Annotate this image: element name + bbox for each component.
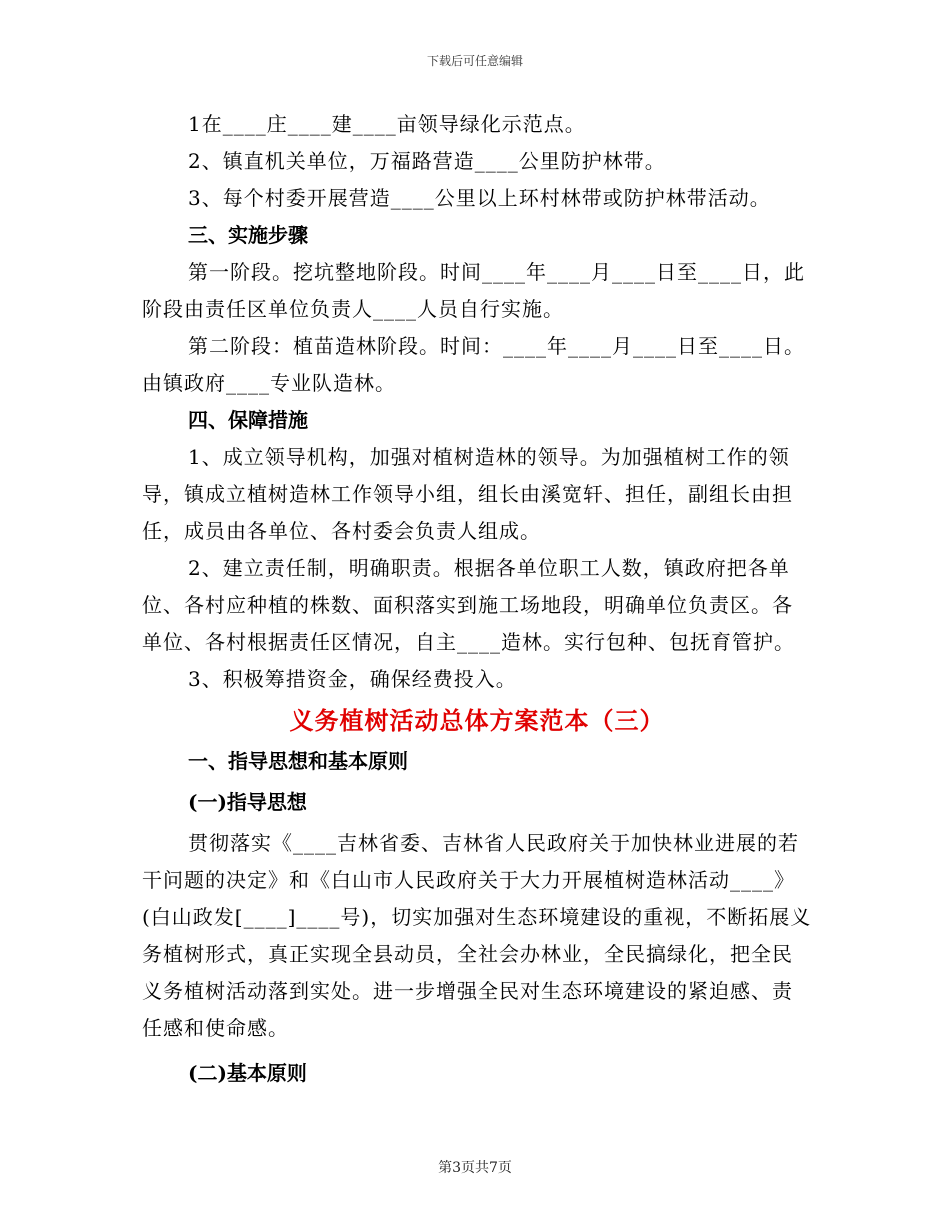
paragraph-item-1: 1在____庄____建____亩领导绿化示范点。: [188, 112, 586, 136]
subheading-basic-principles: (二)基本原则: [188, 1061, 307, 1085]
section-title: 义务植树活动总体方案范本（三）: [289, 706, 665, 735]
paragraph-guarantee-2: 2、建立责任制，明确职责。根据各单位职工人数，镇政府把各单位、各村应种植的株数、面积落实到施工场地段，明确单位负责区。各单位、各村根据责任区情况，自主____造林。实行包种、包抚育管护。: [142, 556, 795, 654]
paragraph-stage-2: 第二阶段：植苗造林阶段。时间：____年____月____日至____日。由镇政府____专业队造林。: [142, 334, 805, 395]
section-heading-implementation: 三、实施步骤: [188, 223, 308, 247]
paragraph-guarantee-3: 3、积极筹措资金，确保经费投入。: [188, 667, 517, 691]
paragraph-stage-1: 第一阶段。挖坑整地阶段。时间____年____月____日至____日，此阶段由责任区单位负责人____人员自行实施。: [142, 260, 805, 321]
section-heading-principles: 一、指导思想和基本原则: [188, 749, 408, 773]
paragraph-item-2: 2、镇直机关单位，万福路营造____公里防护林带。: [188, 149, 666, 173]
subheading-guiding-ideology: (一)指导思想: [188, 790, 307, 814]
paragraph-guiding-ideology: 贯彻落实《____吉林省委、吉林省人民政府关于加快林业进展的若干问题的决定》和《白山市人民政府关于大力开展植树造林活动____》(白山政发[____]____号)，切实加强对生态环境建设的重视，不断拓展义务植树形式，真正实现全县动员，全社会办林业，全民搞绿化，把全民义务植树活动落到实处。进一步增强全民对生态环境建设的紧迫感、责任感和使命感。: [142, 831, 812, 1040]
page-header: 下载后可任意编辑: [426, 54, 523, 68]
document-body: [142, 106, 812, 1092]
paragraph-guarantee-1: 1、成立领导机构，加强对植树造林的领导。为加强植树工作的领导，镇成立植树造林工作领导小组，组长由溪宽轩、担任，副组长由担任，成员由各单位、各村委会负责人组成。: [142, 445, 793, 543]
section-heading-guarantees: 四、保障措施: [188, 408, 308, 432]
page-footer: 第3页共7页: [438, 1160, 512, 1176]
paragraph-item-3: 3、每个村委开展营造____公里以上环村林带或防护林带活动。: [188, 186, 771, 210]
